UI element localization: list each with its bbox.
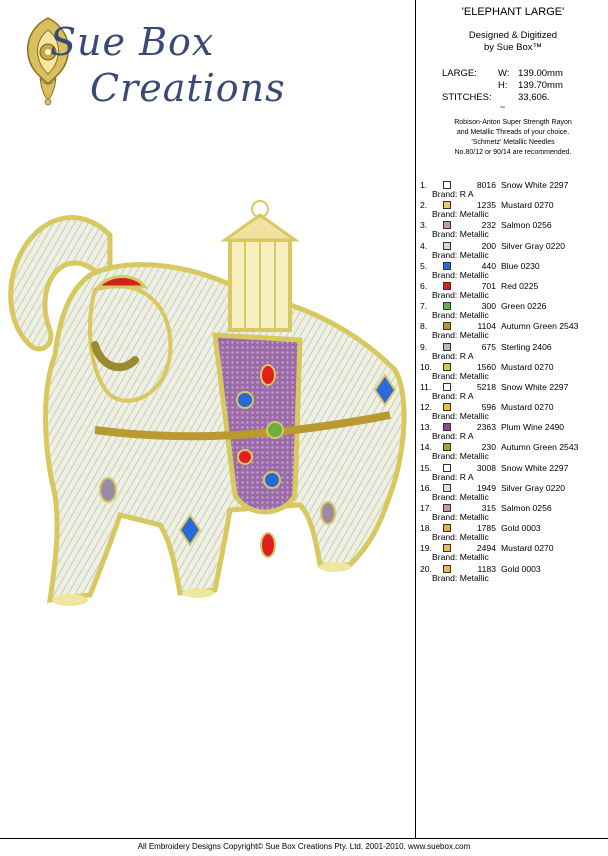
thread-number: 20.	[420, 563, 432, 574]
thread-code: 3008	[476, 462, 496, 473]
thread-row	[420, 261, 606, 281]
thread-code: 1949	[476, 482, 496, 493]
thread-number: 2.	[420, 200, 428, 211]
thread-brand: Brand: Metallic	[432, 451, 489, 462]
thread-brand: Brand: Metallic	[432, 269, 489, 280]
thread-number: 5.	[420, 260, 428, 271]
thread-brand: Brand: R A	[432, 471, 474, 482]
thread-code: 200	[481, 240, 496, 251]
height-label: H:	[498, 80, 508, 91]
large-label: LARGE:	[442, 68, 477, 79]
thread-color-swatch	[443, 464, 451, 472]
thread-name: Autumn Green 2543	[501, 442, 579, 453]
note-line3: 'Schmetz' Metallic Needles	[471, 139, 555, 146]
thread-color-swatch	[443, 443, 451, 451]
thread-name: Blue 0230	[501, 260, 540, 271]
vertical-divider	[415, 0, 416, 838]
copyright-footer: All Embroidery Designs Copyright© Sue Box Creations Pty. Ltd. 2001-2010. www.suebox.com	[137, 842, 471, 851]
thread-code: 1560	[476, 361, 496, 372]
thread-color-swatch	[443, 524, 451, 532]
thread-color-swatch	[443, 242, 451, 250]
thread-color-swatch	[443, 282, 451, 290]
spec-width-row	[442, 68, 602, 80]
thread-row	[420, 281, 606, 301]
stitches-value: 33,606.	[518, 92, 550, 103]
thread-name: Snow White 2297	[501, 381, 569, 392]
thread-code: 701	[481, 280, 496, 291]
thread-number: 13.	[420, 422, 432, 433]
thread-row	[420, 220, 606, 240]
thread-brand: Brand: Metallic	[432, 289, 489, 300]
thread-brand: Brand: Metallic	[432, 532, 489, 543]
design-title: 'ELEPHANT LARGE'	[461, 6, 565, 18]
thread-code: 230	[481, 442, 496, 453]
thread-name: Snow White 2297	[501, 462, 569, 473]
thread-name: Mustard 0270	[501, 402, 554, 413]
thread-name: Red 0225	[501, 280, 539, 291]
thread-code: 1104	[477, 321, 496, 332]
thread-row	[420, 321, 606, 341]
thread-name: Plum Wine 2490	[501, 422, 565, 433]
thread-code: 300	[481, 301, 496, 312]
note-line2: and Metallic Threads of your choice.	[456, 129, 570, 136]
horizontal-divider	[0, 838, 608, 839]
spec-stitches-row	[442, 92, 602, 104]
spec-height-row	[442, 80, 602, 92]
thread-row	[420, 362, 606, 382]
thread-recommendation	[420, 118, 606, 158]
thread-row	[420, 382, 606, 402]
thread-color-swatch	[443, 343, 451, 351]
thread-number: 16.	[420, 482, 432, 493]
note-line1: Robison-Anton Super Strength Rayon	[454, 119, 572, 126]
thread-code: 675	[481, 341, 496, 352]
thread-row	[420, 442, 606, 462]
thread-color-list	[420, 180, 606, 584]
thread-number: 11.	[420, 381, 432, 392]
thread-number: 12.	[420, 402, 432, 413]
designed-line2: by Sue Box™	[483, 42, 543, 53]
designer-credit	[420, 30, 606, 54]
thread-color-swatch	[443, 504, 451, 512]
thread-brand: Brand: R A	[432, 390, 474, 401]
thread-brand: Brand: R A	[432, 350, 474, 361]
thread-name: Salmon 0256	[501, 220, 552, 231]
logo-text-line2: Creations	[90, 66, 286, 110]
thread-code: 232	[481, 220, 496, 231]
thread-brand: Brand: R A	[432, 189, 474, 199]
thread-number: 14.	[420, 442, 432, 453]
thread-color-swatch	[443, 302, 451, 310]
thread-row	[420, 402, 606, 422]
thread-color-swatch	[443, 181, 451, 189]
thread-color-swatch	[443, 322, 451, 330]
thread-number: 10.	[420, 361, 432, 372]
thread-row	[420, 301, 606, 321]
thread-color-swatch	[443, 262, 451, 270]
thread-name: Gold 0003	[501, 563, 541, 574]
width-label: W:	[498, 68, 510, 79]
thread-brand: Brand: Metallic	[432, 491, 489, 502]
thread-row	[420, 503, 606, 523]
thread-number: 19.	[420, 543, 432, 554]
thread-brand: Brand: Metallic	[432, 249, 489, 260]
thread-code: 1785	[476, 523, 496, 534]
thread-number: 6.	[420, 280, 428, 291]
thread-number: 8.	[420, 321, 428, 332]
thread-number: 3.	[420, 220, 428, 231]
thread-name: Mustard 0270	[501, 543, 554, 554]
thread-brand: Brand: Metallic	[432, 512, 489, 522]
thread-row	[420, 523, 606, 543]
thread-brand: Brand: Metallic	[432, 310, 489, 321]
thread-code: 315	[481, 503, 496, 513]
thread-code: 2494	[476, 543, 496, 554]
thread-row	[420, 422, 606, 442]
thread-code: 440	[481, 260, 496, 271]
thread-row	[420, 564, 606, 584]
thread-color-swatch	[443, 423, 451, 431]
thread-name: Mustard 0270	[501, 361, 554, 372]
thread-row	[420, 463, 606, 483]
thread-brand: Brand: R A	[432, 431, 474, 442]
thread-name: Mustard 0270	[501, 200, 554, 211]
brand-logo	[10, 8, 286, 118]
designed-line1: Designed & Digitized	[468, 30, 558, 41]
thread-code: 1235	[476, 200, 496, 211]
thread-number: 17.	[420, 503, 432, 513]
thread-name: Silver Gray 0220	[501, 240, 566, 251]
thread-brand: Brand: Metallic	[432, 370, 489, 381]
thread-row	[420, 543, 606, 563]
thread-number: 9.	[420, 341, 428, 352]
note-line4: No.80/12 or 90/14 are recommended.	[454, 149, 572, 156]
elephant-embroidery-image	[0, 195, 412, 620]
thread-name: Salmon 0256	[501, 503, 552, 513]
thread-color-swatch	[443, 565, 451, 573]
thread-brand: Brand: Metallic	[432, 411, 489, 422]
thread-number: 1.	[420, 180, 428, 190]
thread-name: Green 0226	[501, 301, 547, 312]
thread-code: 8016	[476, 180, 496, 190]
thread-color-swatch	[443, 544, 451, 552]
thread-code: 5218	[476, 381, 496, 392]
thread-code: 1183	[477, 563, 496, 574]
thread-color-swatch	[443, 363, 451, 371]
thread-name: Sterling 2406	[501, 341, 552, 352]
thread-row	[420, 483, 606, 503]
thread-row	[420, 342, 606, 362]
thread-name: Gold 0003	[501, 523, 541, 534]
thread-row	[420, 180, 606, 200]
thread-row	[420, 200, 606, 220]
thread-row	[420, 241, 606, 261]
tilde-mark: ~	[500, 102, 506, 112]
thread-brand: Brand: Metallic	[432, 572, 489, 583]
thread-name: Silver Gray 0220	[501, 482, 566, 493]
thread-brand: Brand: Metallic	[432, 209, 489, 220]
thread-code: 596	[481, 402, 496, 413]
logo-text-line1: Sue Box	[50, 20, 215, 64]
thread-name: Autumn Green 2543	[501, 321, 579, 332]
thread-brand: Brand: Metallic	[432, 330, 489, 341]
thread-color-swatch	[443, 201, 451, 209]
thread-number: 7.	[420, 301, 428, 312]
thread-color-swatch	[443, 484, 451, 492]
thread-color-swatch	[443, 221, 451, 229]
thread-number: 15.	[420, 462, 432, 473]
thread-number: 4.	[420, 240, 428, 251]
stitches-label: STITCHES:	[442, 92, 492, 103]
height-value: 139.70mm	[518, 80, 563, 91]
thread-brand: Brand: Metallic	[432, 552, 489, 563]
thread-name: Snow White 2297	[501, 180, 569, 190]
thread-color-swatch	[443, 383, 451, 391]
design-specs	[442, 68, 602, 104]
thread-color-swatch	[443, 403, 451, 411]
thread-code: 2363	[476, 422, 496, 433]
thread-brand: Brand: Metallic	[432, 229, 489, 240]
thread-number: 18.	[420, 523, 432, 534]
width-value: 139.00mm	[518, 68, 563, 79]
